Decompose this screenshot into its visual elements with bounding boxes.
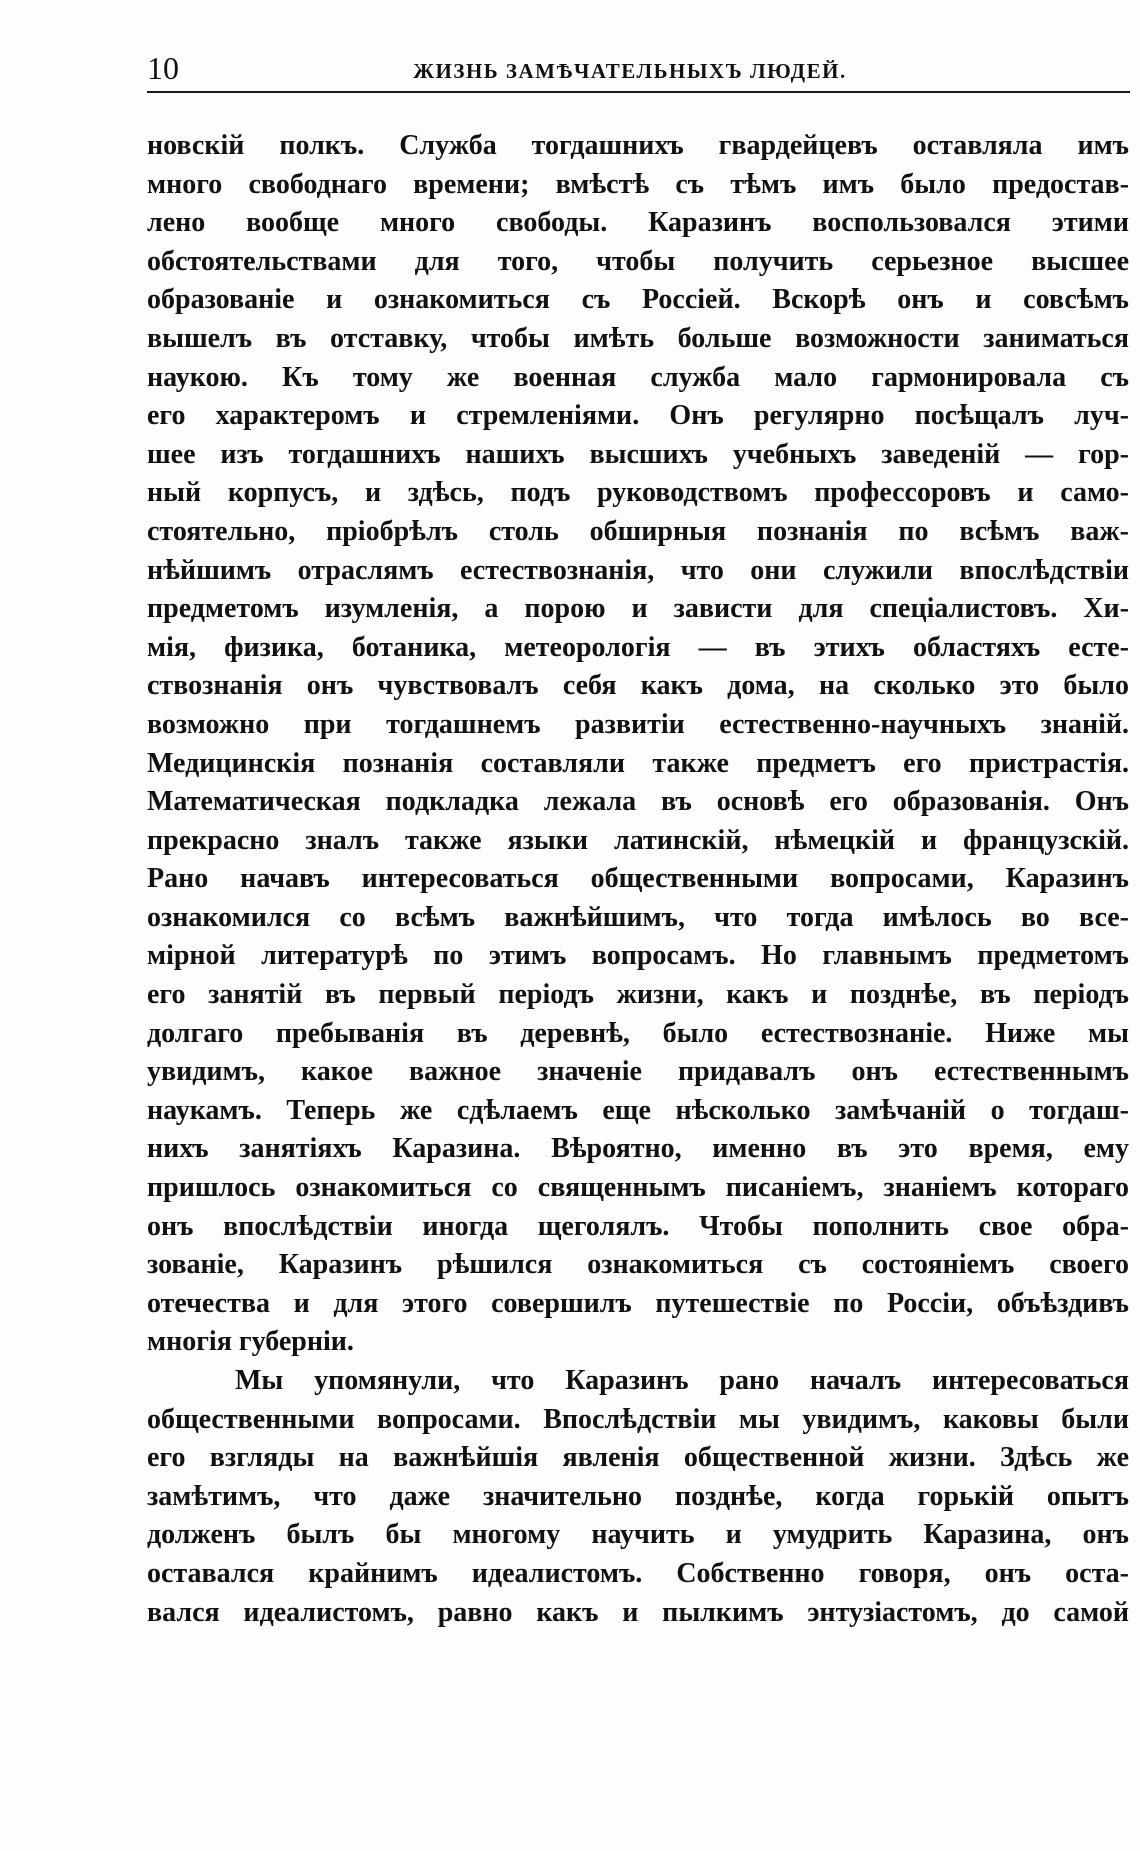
text-line: общественными вопросами. Впослѣдствіи мы увидимъ, каковы были xyxy=(147,1403,1129,1435)
text-line: шее изъ тогдашнихъ нашихъ высшихъ учебныхъ заведеній — гор- xyxy=(147,438,1129,470)
text-line: образованіе и ознакомиться съ Россіей. Вскорѣ онъ и совсѣмъ xyxy=(147,284,1129,316)
text-line: наукою. Къ тому же военная служба мало гармонировала съ xyxy=(147,361,1129,393)
text-line: оставался крайнимъ идеалистомъ. Собственно говоря, онъ оста- xyxy=(147,1557,1129,1589)
text-line: мірной литературѣ по этимъ вопросамъ. Но главнымъ предметомъ xyxy=(147,940,1129,972)
text-line: возможно при тогдашнемъ развитіи естественно-научныхъ знаній. xyxy=(147,708,1129,740)
text-line: много свободнаго времени; вмѣстѣ съ тѣмъ имъ было предостав- xyxy=(147,168,1129,200)
text-line: прекрасно зналъ также языки латинскій, нѣмецкій и французскій. xyxy=(147,824,1129,856)
text-line: Медицинскія познанія составляли также предметъ его пристрастія. xyxy=(147,747,1129,779)
text-line: вался идеалистомъ, равно какъ и пылкимъ энтузіастомъ, до самой xyxy=(147,1596,1129,1628)
text-line: его взгляды на важнѣйшія явленія общественной жизни. Здѣсь же xyxy=(147,1442,1129,1474)
running-title: ЖИЗНЬ ЗАМѢЧАТЕЛЬНЫХЪ ЛЮДЕЙ. xyxy=(413,59,847,83)
paragraph-2 xyxy=(147,1362,1129,1632)
text-line: ный корпусъ, и здѣсь, подъ руководствомъ профессоровъ и само- xyxy=(147,477,1129,509)
text-line: новскій полкъ. Служба тогдашнихъ гвардейцевъ оставляла имъ xyxy=(147,130,1129,161)
text-line-paragraph-start: Мы упомянули, что Каразинъ рано началъ интересоваться xyxy=(235,1365,1129,1396)
text-line: мія, физика, ботаника, метеорологія — въ этихъ областяхъ есте- xyxy=(147,631,1129,663)
text-line-paragraph-end: многія губерніи. xyxy=(147,1326,354,1358)
text-line: ознакомился со всѣмъ важнѣйшимъ, что тогда имѣлось во все- xyxy=(147,901,1129,933)
header-rule xyxy=(147,91,1130,93)
text-line: ствознанія онъ чувствовалъ себя какъ дома, на сколько это было xyxy=(147,670,1129,702)
text-line: нихъ занятіяхъ Каразина. Вѣроятно, именно въ это время, ему xyxy=(147,1133,1129,1165)
text-line: замѣтимъ, что даже значительно позднѣе, когда горькій опытъ xyxy=(147,1480,1129,1512)
text-line: зованіе, Каразинъ рѣшился ознакомиться съ состояніемъ своего xyxy=(147,1249,1129,1281)
text-line: Математическая подкладка лежала въ основѣ его образованія. Онъ xyxy=(147,786,1129,818)
text-line: долгаго пребыванія въ деревнѣ, было естествознаніе. Ниже мы xyxy=(147,1017,1129,1049)
text-line: долженъ былъ бы многому научить и умудрить Каразина, онъ xyxy=(147,1519,1129,1551)
page-number: 10 xyxy=(147,50,179,86)
text-line: наукамъ. Теперь же сдѣлаемъ еще нѣсколько замѣчаній о тогдаш- xyxy=(147,1094,1129,1126)
text-line: пришлось ознакомиться со священнымъ писаніемъ, знаніемъ котораго xyxy=(147,1172,1129,1204)
text-line: обстоятельствами для того, чтобы получить серьезное высшее xyxy=(147,245,1129,277)
text-line: лено вообще много свободы. Каразинъ воспользовался этими xyxy=(147,207,1129,239)
text-line: предметомъ изумленія, а порою и зависти для спеціалистовъ. Хи- xyxy=(147,593,1129,625)
text-line: Рано начавъ интересоваться общественными вопросами, Каразинъ xyxy=(147,863,1129,895)
text-line: его занятій въ первый періодъ жизни, какъ и позднѣе, въ періодъ xyxy=(147,979,1129,1011)
text-line: увидимъ, какое важное значеніе придавалъ онъ естественнымъ xyxy=(147,1056,1129,1088)
text-line: онъ впослѣдствіи иногда щеголялъ. Чтобы пополнить свое обра- xyxy=(147,1210,1129,1242)
body-text xyxy=(147,127,1129,1632)
text-line: нѣйшимъ отраслямъ естествознанія, что они служили впослѣдствіи xyxy=(147,554,1129,586)
text-line: его характеромъ и стремленіями. Онъ регулярно посѣщалъ луч- xyxy=(147,400,1129,432)
text-line: отечества и для этого совершилъ путешествіе по Россіи, объѣздивъ xyxy=(147,1287,1129,1319)
text-line: стоятельно, пріобрѣлъ столь обширныя познанія по всѣмъ важ- xyxy=(147,515,1129,547)
paragraph-1 xyxy=(147,127,1129,1362)
text-line: вышелъ въ отставку, чтобы имѣть больше возможности заниматься xyxy=(147,322,1129,354)
